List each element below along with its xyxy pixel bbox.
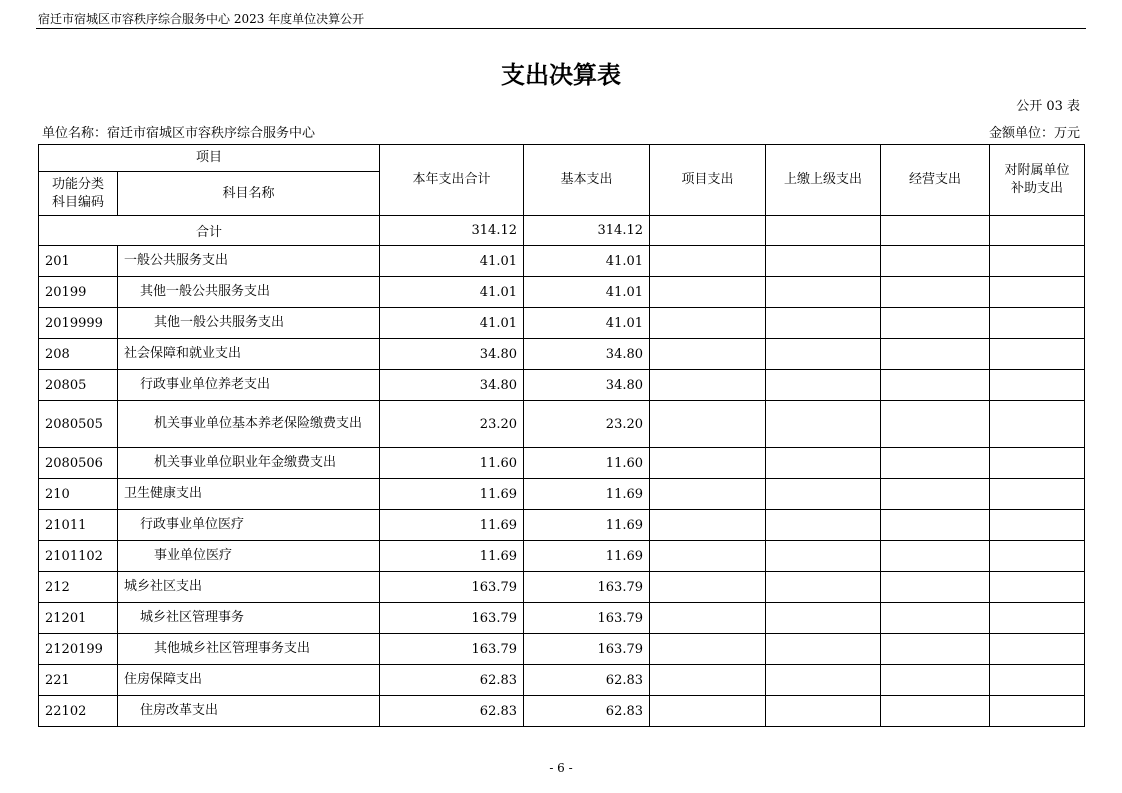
- row-code: 20199: [39, 277, 118, 308]
- row-name: [118, 277, 380, 308]
- header-remit: 上缴上级支出: [766, 145, 881, 216]
- currency-unit: 金额单位：万元: [988, 126, 1080, 141]
- row-basic: 34.80: [524, 370, 650, 401]
- header-subject-name: 科目名称: [118, 172, 380, 216]
- row-code: 210: [39, 479, 118, 510]
- row-subsidy: [990, 479, 1085, 510]
- total-operation: [881, 216, 990, 246]
- row-name: [118, 370, 380, 401]
- row-name-text: 住房保障支出: [124, 672, 203, 687]
- row-project: [650, 448, 766, 479]
- row-project: [650, 246, 766, 277]
- row-name: [118, 339, 380, 370]
- row-basic: 62.83: [524, 665, 650, 696]
- row-name: [118, 696, 380, 727]
- row-operation: [881, 665, 990, 696]
- table-row: [39, 479, 1085, 510]
- row-name: [118, 308, 380, 339]
- header-func-code: 功能分类 科目编码: [39, 172, 118, 216]
- row-basic: 163.79: [524, 572, 650, 603]
- row-name-text: 机关事业单位基本养老保险缴费支出: [154, 416, 363, 431]
- row-total: 163.79: [380, 603, 524, 634]
- table-row: [39, 370, 1085, 401]
- row-subsidy: [990, 510, 1085, 541]
- row-remit: [766, 246, 881, 277]
- row-remit: [766, 308, 881, 339]
- row-name: [118, 572, 380, 603]
- row-remit: [766, 510, 881, 541]
- row-code: 2019999: [39, 308, 118, 339]
- table-row: [39, 603, 1085, 634]
- running-header: 宿迁市宿城区市容秩序综合服务中心 2023 年度单位决算公开: [38, 12, 365, 26]
- row-total: 11.60: [380, 448, 524, 479]
- total-project: [650, 216, 766, 246]
- row-subsidy: [990, 339, 1085, 370]
- row-project: [650, 401, 766, 448]
- row-project: [650, 510, 766, 541]
- row-code: 2080505: [39, 401, 118, 448]
- row-subsidy: [990, 246, 1085, 277]
- row-subsidy: [990, 634, 1085, 665]
- total-label: 合计: [39, 216, 380, 246]
- row-name-text: 一般公共服务支出: [124, 253, 229, 268]
- row-project: [650, 541, 766, 572]
- row-project: [650, 277, 766, 308]
- row-remit: [766, 541, 881, 572]
- row-basic: 41.01: [524, 277, 650, 308]
- header-divider: [36, 28, 1086, 29]
- row-name-text: 城乡社区支出: [124, 579, 203, 594]
- row-total: 163.79: [380, 634, 524, 665]
- row-total: 163.79: [380, 572, 524, 603]
- row-remit: [766, 665, 881, 696]
- row-code: 212: [39, 572, 118, 603]
- row-subsidy: [990, 572, 1085, 603]
- total-remit: [766, 216, 881, 246]
- row-basic: 34.80: [524, 339, 650, 370]
- row-project: [650, 370, 766, 401]
- row-total: 11.69: [380, 479, 524, 510]
- row-basic: 11.60: [524, 448, 650, 479]
- row-name-text: 其他城乡社区管理事务支出: [154, 641, 311, 656]
- row-total: 11.69: [380, 510, 524, 541]
- table-number: 公开 03 表: [1016, 99, 1080, 114]
- row-subsidy: [990, 308, 1085, 339]
- row-project: [650, 634, 766, 665]
- row-operation: [881, 370, 990, 401]
- row-operation: [881, 339, 990, 370]
- row-name-text: 机关事业单位职业年金缴费支出: [154, 455, 337, 470]
- row-total: 34.80: [380, 339, 524, 370]
- row-project: [650, 603, 766, 634]
- row-subsidy: [990, 277, 1085, 308]
- row-name: [118, 448, 380, 479]
- row-operation: [881, 696, 990, 727]
- row-project: [650, 479, 766, 510]
- row-basic: 11.69: [524, 541, 650, 572]
- page-number: - 6 -: [549, 761, 573, 775]
- row-code: 21201: [39, 603, 118, 634]
- row-operation: [881, 401, 990, 448]
- row-name: [118, 634, 380, 665]
- table-row: [39, 665, 1085, 696]
- header-operation: 经营支出: [881, 145, 990, 216]
- row-project: [650, 572, 766, 603]
- header-subsidy: 对附属单位 补助支出: [990, 145, 1085, 216]
- row-basic: 163.79: [524, 603, 650, 634]
- row-remit: [766, 479, 881, 510]
- row-code: 201: [39, 246, 118, 277]
- expenditure-table: [38, 144, 1085, 727]
- row-name: [118, 603, 380, 634]
- row-code: 208: [39, 339, 118, 370]
- row-project: [650, 308, 766, 339]
- row-basic: 163.79: [524, 634, 650, 665]
- table-row: [39, 339, 1085, 370]
- unit-name: 单位名称：宿迁市宿城区市容秩序综合服务中心: [42, 126, 316, 141]
- row-total: 11.69: [380, 541, 524, 572]
- header-basic: 基本支出: [524, 145, 650, 216]
- row-name: [118, 246, 380, 277]
- row-subsidy: [990, 665, 1085, 696]
- row-name: [118, 541, 380, 572]
- row-remit: [766, 572, 881, 603]
- table-row: [39, 541, 1085, 572]
- row-total: 41.01: [380, 277, 524, 308]
- row-code: 20805: [39, 370, 118, 401]
- row-project: [650, 339, 766, 370]
- row-remit: [766, 696, 881, 727]
- row-project: [650, 696, 766, 727]
- row-total: 41.01: [380, 246, 524, 277]
- row-project: [650, 665, 766, 696]
- document-title: 支出决算表: [501, 61, 621, 89]
- row-name-text: 城乡社区管理事务: [140, 610, 245, 625]
- row-name-text: 行政事业单位医疗: [140, 517, 245, 532]
- row-basic: 62.83: [524, 696, 650, 727]
- row-name-text: 行政事业单位养老支出: [140, 377, 271, 392]
- total-row: [39, 216, 1085, 246]
- total-subsidy: [990, 216, 1085, 246]
- row-remit: [766, 448, 881, 479]
- row-operation: [881, 479, 990, 510]
- table-row: [39, 510, 1085, 541]
- row-name-text: 社会保障和就业支出: [124, 346, 242, 361]
- row-remit: [766, 277, 881, 308]
- row-name: [118, 479, 380, 510]
- row-code: 21011: [39, 510, 118, 541]
- table-row: [39, 572, 1085, 603]
- total-sum: 314.12: [380, 216, 524, 246]
- row-operation: [881, 634, 990, 665]
- row-total: 62.83: [380, 696, 524, 727]
- row-code: 2120199: [39, 634, 118, 665]
- row-subsidy: [990, 696, 1085, 727]
- row-subsidy: [990, 541, 1085, 572]
- row-subsidy: [990, 448, 1085, 479]
- row-name: [118, 510, 380, 541]
- row-basic: 11.69: [524, 510, 650, 541]
- table-row: [39, 448, 1085, 479]
- row-remit: [766, 370, 881, 401]
- table-row: [39, 308, 1085, 339]
- row-operation: [881, 541, 990, 572]
- row-basic: 11.69: [524, 479, 650, 510]
- row-operation: [881, 572, 990, 603]
- row-name-text: 住房改革支出: [140, 703, 219, 718]
- row-code: 221: [39, 665, 118, 696]
- row-operation: [881, 308, 990, 339]
- row-total: 41.01: [380, 308, 524, 339]
- table-row: [39, 401, 1085, 448]
- total-basic: 314.12: [524, 216, 650, 246]
- table-row: [39, 246, 1085, 277]
- row-basic: 41.01: [524, 246, 650, 277]
- row-total: 34.80: [380, 370, 524, 401]
- header-total: 本年支出合计: [380, 145, 524, 216]
- row-subsidy: [990, 603, 1085, 634]
- row-operation: [881, 603, 990, 634]
- row-code: 2080506: [39, 448, 118, 479]
- row-name-text: 事业单位医疗: [154, 548, 233, 563]
- header-project: 项目支出: [650, 145, 766, 216]
- header-item: 项目: [39, 145, 380, 172]
- row-total: 23.20: [380, 401, 524, 448]
- table-row: [39, 696, 1085, 727]
- row-remit: [766, 339, 881, 370]
- row-subsidy: [990, 370, 1085, 401]
- row-basic: 41.01: [524, 308, 650, 339]
- row-total: 62.83: [380, 665, 524, 696]
- row-name-text: 其他一般公共服务支出: [140, 284, 271, 299]
- row-remit: [766, 603, 881, 634]
- table-row: [39, 277, 1085, 308]
- row-operation: [881, 277, 990, 308]
- row-name-text: 卫生健康支出: [124, 486, 203, 501]
- row-code: 2101102: [39, 541, 118, 572]
- row-operation: [881, 510, 990, 541]
- row-basic: 23.20: [524, 401, 650, 448]
- row-code: 22102: [39, 696, 118, 727]
- row-name: [118, 401, 380, 448]
- row-remit: [766, 634, 881, 665]
- row-operation: [881, 448, 990, 479]
- row-subsidy: [990, 401, 1085, 448]
- table-row: [39, 634, 1085, 665]
- row-name: [118, 665, 380, 696]
- row-name-text: 其他一般公共服务支出: [154, 315, 285, 330]
- row-remit: [766, 401, 881, 448]
- row-operation: [881, 246, 990, 277]
